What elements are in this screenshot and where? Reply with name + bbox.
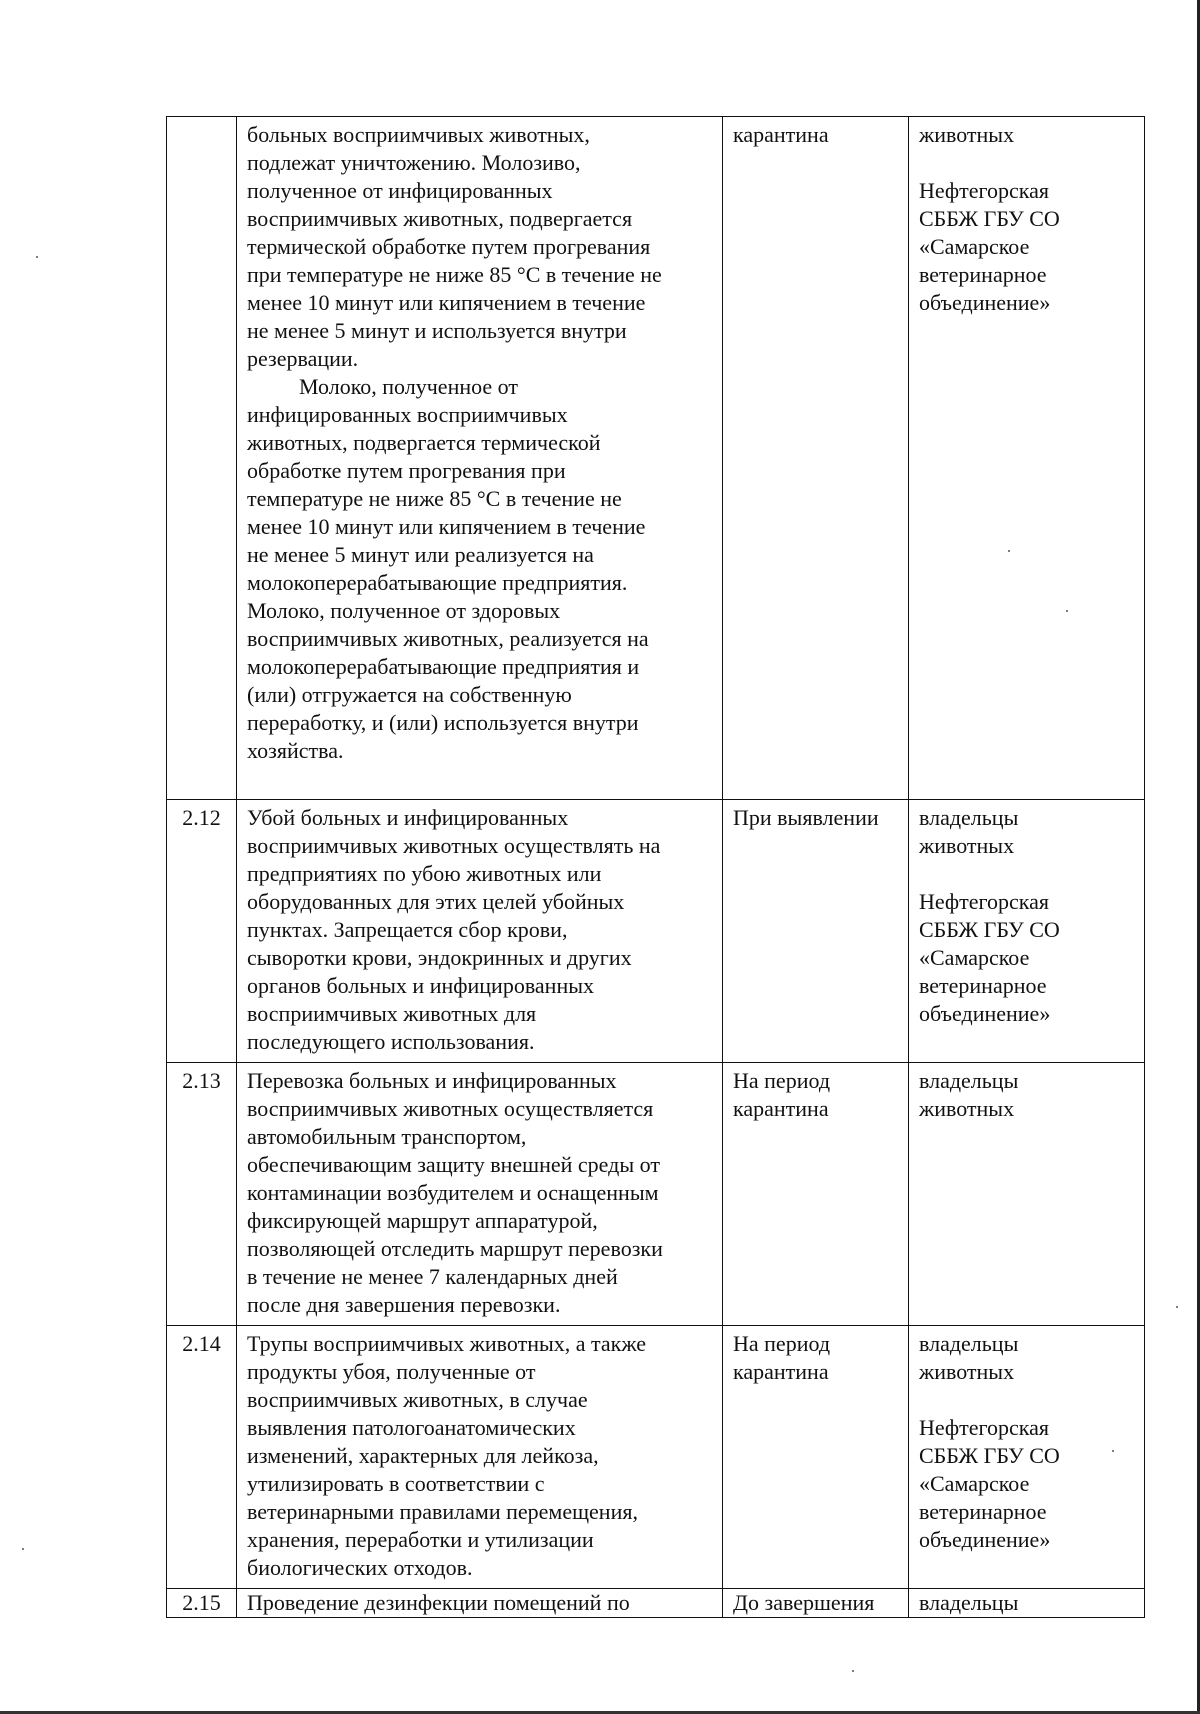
measure-line: утилизировать в соответствии с (247, 1471, 545, 1496)
measure-line: последующего использования. (247, 1029, 535, 1054)
term-line: При выявлении (733, 805, 879, 830)
measure-line: хранения, переработки и утилизации (247, 1527, 594, 1552)
row-number: 2.14 (167, 1326, 237, 1589)
measure-line: позволяющей отследить маршрут перевозки (247, 1236, 663, 1261)
responsible-line: «Самарское (919, 1471, 1030, 1496)
responsible-cell (909, 1589, 1145, 1618)
measure-cell (237, 1589, 723, 1618)
measure-line: резервации. (247, 346, 359, 371)
measure-line: молокоперерабатывающие предприятия. (247, 570, 628, 595)
measure-line: оборудованных для этих целей убойных (247, 889, 625, 914)
row-number: 2.12 (167, 800, 237, 1063)
measure-line: термической обработке путем прогревания (247, 234, 651, 259)
measure-line: обработке путем прогревания при (247, 458, 566, 483)
table-row (167, 1063, 1145, 1326)
responsible-line: Нефтегорская (919, 889, 1050, 914)
responsible-line: «Самарское (919, 234, 1030, 259)
scan-speck (22, 1548, 24, 1550)
responsible-line: владельцы (919, 1590, 1019, 1615)
measure-cell (237, 117, 723, 800)
term-line: карантина (733, 122, 829, 147)
measure-line: сыворотки крови, эндокринных и других (247, 945, 632, 970)
measure-cell (237, 1063, 723, 1326)
measure-line: обеспечивающим защиту внешней среды от (247, 1152, 660, 1177)
scan-speck (852, 1670, 854, 1672)
measure-line: фиксирующей маршрут аппаратурой, (247, 1208, 598, 1233)
measure-line: автомобильным транспортом, (247, 1124, 527, 1149)
measure-line: восприимчивых животных осуществляется (247, 1096, 654, 1121)
measure-line: не менее 5 минут или реализуется на (247, 542, 594, 567)
responsible-line: ветеринарное (919, 973, 1047, 998)
measure-line: Убой больных и инфицированных (247, 805, 569, 830)
responsible-cell (909, 800, 1145, 1063)
measure-line: предприятиях по убою животных или (247, 861, 602, 886)
measure-line: Молоко, полученное от здоровых (247, 598, 561, 623)
table-row (167, 800, 1145, 1063)
measure-line: в течение не менее 7 календарных дней (247, 1264, 618, 1289)
responsible-line: СББЖ ГБУ СО (919, 1443, 1060, 1468)
measure-line: инфицированных восприимчивых (247, 402, 568, 427)
term-cell (723, 800, 909, 1063)
measure-line: животных, подвергается термической (247, 430, 601, 455)
term-cell (723, 1326, 909, 1589)
measure-line: температуре не ниже 85 °С в течение не (247, 486, 622, 511)
measure-line: Перевозка больных и инфицированных (247, 1068, 617, 1093)
measure-line: после дня завершения перевозки. (247, 1292, 561, 1317)
term-cell (723, 1063, 909, 1326)
scan-speck (36, 256, 38, 258)
responsible-line: Нефтегорская (919, 1415, 1050, 1440)
responsible-cell (909, 1063, 1145, 1326)
term-cell (723, 117, 909, 800)
measure-line: больных восприимчивых животных, (247, 122, 590, 147)
measure-line: изменений, характерных для лейкоза, (247, 1443, 599, 1468)
responsible-line: объединение» (919, 1001, 1051, 1026)
row-number: 2.15 (167, 1589, 237, 1618)
responsible-line: животных (919, 1359, 1015, 1384)
responsible-line: владельцы (919, 1331, 1019, 1356)
term-cell (723, 1589, 909, 1618)
measure-line: при температуре не ниже 85 °С в течение не (247, 262, 662, 287)
measure-line: менее 10 минут или кипячением в течение (247, 290, 646, 315)
measure-line: (или) отгружается на собственную (247, 682, 572, 707)
measure-line: восприимчивых животных осуществлять на (247, 833, 661, 858)
responsible-line: Нефтегорская (919, 178, 1050, 203)
responsible-line: «Самарское (919, 945, 1030, 970)
measures-table (166, 116, 1145, 1618)
responsible-line: СББЖ ГБУ СО (919, 917, 1060, 942)
measure-line: восприимчивых животных, подвергается (247, 206, 633, 231)
row-number: 2.13 (167, 1063, 237, 1326)
measure-line: восприимчивых животных, реализуется на (247, 626, 649, 651)
measure-line: Трупы восприимчивых животных, а также (247, 1331, 647, 1356)
measure-line: биологических отходов. (247, 1555, 473, 1580)
measure-cell (237, 800, 723, 1063)
measure-line: менее 10 минут или кипячением в течение (247, 514, 646, 539)
measure-cell (237, 1326, 723, 1589)
term-line: карантина (733, 1359, 829, 1384)
responsible-line: животных (919, 122, 1015, 147)
measure-line: выявления патологоанатомических (247, 1415, 576, 1440)
term-line: До завершения (733, 1590, 875, 1615)
measure-line: Проведение дезинфекции помещений по (247, 1590, 630, 1615)
responsible-line: владельцы (919, 1068, 1019, 1093)
responsible-line: животных (919, 833, 1015, 858)
measure-line: молокоперерабатывающие предприятия и (247, 654, 640, 679)
responsible-line: СББЖ ГБУ СО (919, 206, 1060, 231)
measure-line: восприимчивых животных для (247, 1001, 537, 1026)
measure-line: восприимчивых животных, в случае (247, 1387, 588, 1412)
measure-line: пунктах. Запрещается сбор крови, (247, 917, 568, 942)
measure-line: органов больных и инфицированных (247, 973, 595, 998)
term-line: На период (733, 1331, 831, 1356)
measure-line: подлежат уничтожению. Молозиво, (247, 150, 581, 175)
term-line: карантина (733, 1096, 829, 1121)
responsible-cell (909, 117, 1145, 800)
measure-line: полученное от инфицированных (247, 178, 553, 203)
table-row (167, 1326, 1145, 1589)
measure-line: продукты убоя, полученные от (247, 1359, 536, 1384)
measure-line: переработку, и (или) используется внутри (247, 710, 639, 735)
term-line: На период (733, 1068, 831, 1093)
responsible-line: владельцы (919, 805, 1019, 830)
responsible-cell (909, 1326, 1145, 1589)
responsible-line: ветеринарное (919, 262, 1047, 287)
measure-line: не менее 5 минут и используется внутри (247, 318, 627, 343)
table-row (167, 1589, 1145, 1618)
row-number (167, 117, 237, 800)
measure-line: хозяйства. (247, 738, 344, 763)
responsible-line: ветеринарное (919, 1499, 1047, 1524)
table-row (167, 117, 1145, 800)
scan-speck (1176, 1306, 1178, 1308)
responsible-line: объединение» (919, 290, 1051, 315)
responsible-line: объединение» (919, 1527, 1051, 1552)
measure-line: ветеринарными правилами перемещения, (247, 1499, 638, 1524)
responsible-line: животных (919, 1096, 1015, 1121)
measure-line: Молоко, полученное от (299, 374, 518, 399)
measure-line: контаминации возбудителем и оснащенным (247, 1180, 659, 1205)
